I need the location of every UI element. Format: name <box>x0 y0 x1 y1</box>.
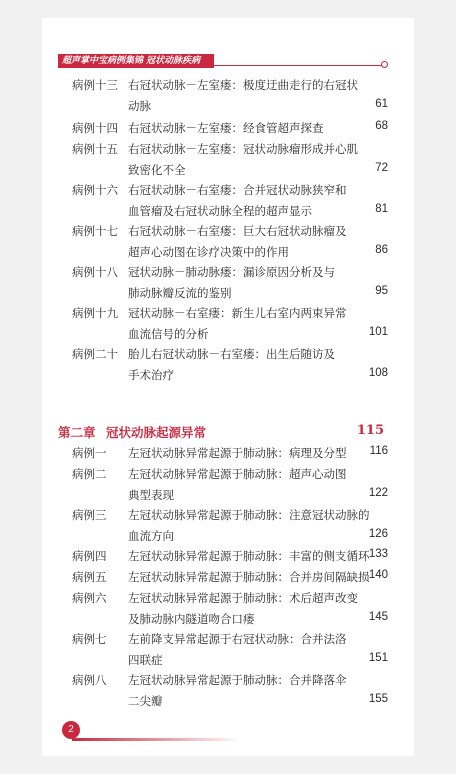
case-title: 右冠状动脉－左室瘘：冠状动脉瘤形成并心肌 <box>128 142 358 156</box>
case-page-number: 68 <box>375 120 388 132</box>
case-page-number: 72 <box>375 162 388 174</box>
case-label: 病例一 <box>72 446 107 460</box>
case-title-continued: 肺动脉瓣反流的鉴别 <box>128 286 232 300</box>
case-page-number: 133 <box>368 548 388 560</box>
case-page-number: 116 <box>369 445 388 457</box>
case-label: 病例八 <box>72 673 107 687</box>
case-label: 病例十六 <box>72 183 118 197</box>
case-title: 左冠状动脉异常起源于肺动脉：注意冠状动脉的 <box>128 508 370 522</box>
case-page-number: 155 <box>368 693 388 705</box>
case-label: 病例二 <box>72 467 107 481</box>
case-title-continued: 及肺动脉内隧道吻合口瘘 <box>128 612 255 626</box>
case-label: 病例十九 <box>72 306 118 320</box>
case-title-continued: 典型表现 <box>128 488 174 502</box>
case-title: 左冠状动脉异常起源于肺动脉：超声心动图 <box>128 467 347 481</box>
case-title-continued: 血流方向 <box>128 529 174 543</box>
case-label: 病例七 <box>72 632 107 646</box>
case-title: 右冠状动脉－左室瘘：经食管超声探查 <box>128 121 324 135</box>
case-page-number: 86 <box>375 244 388 256</box>
case-title: 左冠状动脉异常起源于肺动脉：病理及分型 <box>128 446 347 460</box>
case-title: 左冠状动脉异常起源于肺动脉：合并房间隔缺损 <box>128 570 370 584</box>
case-label: 病例十七 <box>72 224 118 238</box>
case-page-number: 122 <box>368 487 388 499</box>
case-label: 病例十五 <box>72 142 118 156</box>
case-title: 冠状动脉－右室瘘：新生儿右室内两束异常 <box>128 306 347 320</box>
case-title: 冠状动脉－肺动脉瘘：漏诊原因分析及与 <box>128 265 335 279</box>
page-number-badge: 2 <box>62 721 80 739</box>
case-title-continued: 动脉 <box>128 99 151 113</box>
footer-rule <box>72 738 242 741</box>
case-title: 右冠状动脉－左室瘘：极度迂曲走行的右冠状 <box>128 78 358 92</box>
chapter-title: 冠状动脉起源异常 <box>106 425 207 440</box>
case-page-number: 140 <box>368 569 388 581</box>
case-title-continued: 手术治疗 <box>128 368 174 382</box>
case-page-number: 101 <box>368 326 388 338</box>
case-label: 病例五 <box>72 570 107 584</box>
header-rule <box>210 65 382 66</box>
case-title: 左冠状动脉异常起源于肺动脉：术后超声改变 <box>128 591 358 605</box>
case-title: 右冠状动脉－右室瘘：合并冠状动脉狭窄和 <box>128 183 347 197</box>
chapter-heading[interactable] <box>58 423 384 441</box>
case-title-continued: 血流信号的分析 <box>128 327 209 341</box>
case-title-continued: 四联症 <box>128 653 163 667</box>
case-title-continued: 超声心动图在诊疗决策中的作用 <box>128 245 289 259</box>
case-label: 病例十八 <box>72 265 118 279</box>
case-label: 病例三 <box>72 508 107 522</box>
case-title: 左前降支异常起源于右冠状动脉：合并法洛 <box>128 632 347 646</box>
chapter-page-number: 115 <box>356 423 384 438</box>
case-label: 病例十三 <box>72 78 118 92</box>
case-title: 左冠状动脉异常起源于肺动脉：丰富的侧支循环 <box>128 549 370 563</box>
case-label: 病例二十 <box>72 347 118 361</box>
case-label: 病例四 <box>72 549 107 563</box>
case-title: 左冠状动脉异常起源于肺动脉：合并降落伞 <box>128 673 347 687</box>
case-page-number: 81 <box>375 203 388 215</box>
running-header-banner: 超声掌中宝病例集锦 冠状动脉疾病 <box>58 54 214 68</box>
header-rule-end-dot <box>381 61 388 68</box>
case-page-number: 61 <box>375 98 388 110</box>
case-title-continued: 致密化不全 <box>128 163 186 177</box>
case-title: 右冠状动脉－右室瘘：巨大右冠状动脉瘤及 <box>128 224 347 238</box>
case-label: 病例六 <box>72 591 107 605</box>
case-page-number: 151 <box>368 652 388 664</box>
case-title-continued: 血管瘤及右冠状动脉全程的超声显示 <box>128 204 312 218</box>
case-page-number: 145 <box>368 611 388 623</box>
chapter-number: 第二章 <box>58 425 96 440</box>
case-title-continued: 二尖瓣 <box>128 694 163 708</box>
case-title: 胎儿右冠状动脉－右室瘘：出生后随访及 <box>128 347 335 361</box>
book-page <box>42 18 414 756</box>
case-page-number: 95 <box>375 285 388 297</box>
case-label: 病例十四 <box>72 121 118 135</box>
case-page-number: 126 <box>368 528 388 540</box>
case-page-number: 108 <box>368 367 388 379</box>
